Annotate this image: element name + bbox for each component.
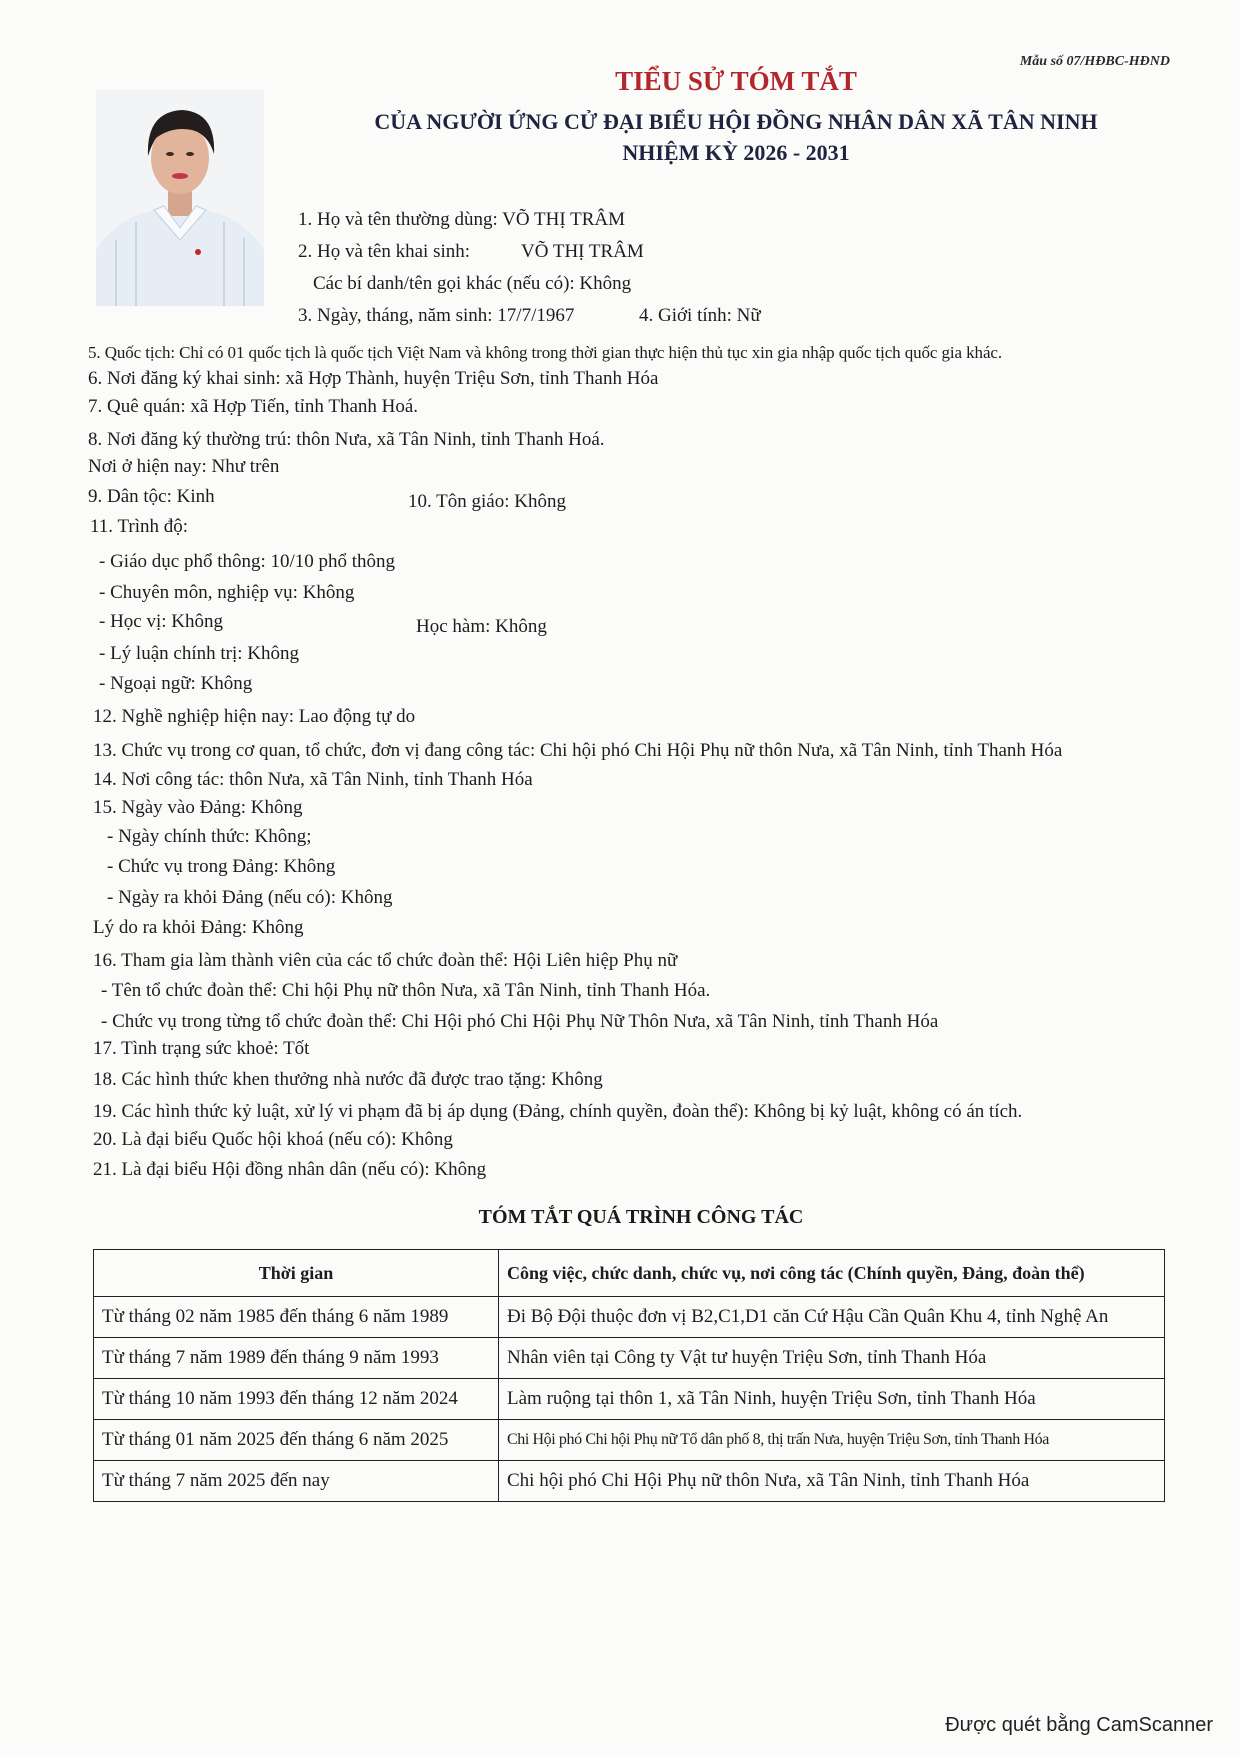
academic-title: Học hàm: Không	[416, 616, 547, 637]
table-row	[94, 1420, 1165, 1461]
job-cell: Chi hội phó Chi Hội Phụ nữ thôn Nưa, xã Tân Ninh, tỉnh Thanh Hóa	[499, 1461, 1165, 1502]
hometown: 7. Quê quán: xã Hợp Tiến, tỉnh Thanh Hoá.	[88, 396, 419, 417]
occupation: 12. Nghề nghiệp hiện nay: Lao động tự do	[93, 706, 416, 727]
scanner-watermark: Được quét bằng CamScanner	[945, 1714, 1213, 1736]
job-cell: Nhân viên tại Công ty Vật tư huyện Triệu Sơn, tỉnh Thanh Hóa	[499, 1338, 1165, 1379]
time-cell: Từ tháng 7 năm 1989 đến tháng 9 năm 1993	[94, 1338, 499, 1379]
work-history-table	[93, 1249, 1165, 1502]
gender: 4. Giới tính: Nữ	[639, 305, 761, 326]
birth-registration: 6. Nơi đăng ký khai sinh: xã Hợp Thành, huyện Triệu Sơn, tỉnh Thanh Hóa	[88, 368, 659, 389]
table-row	[94, 1461, 1165, 1502]
profession: - Chuyên môn, nghiệp vụ: Không	[99, 582, 355, 603]
time-cell: Từ tháng 7 năm 2025 đến nay	[94, 1461, 499, 1502]
table-header-row	[94, 1250, 1165, 1297]
health: 17. Tình trạng sức khoẻ: Tốt	[93, 1038, 310, 1059]
portrait-photo	[96, 90, 264, 306]
degree: - Học vị: Không	[99, 611, 224, 632]
permanent-residence: 8. Nơi đăng ký thường trú: thôn Nưa, xã Tân Ninh, tỉnh Thanh Hoá.	[88, 429, 605, 450]
organization-position: - Chức vụ trong từng tổ chức đoàn thể: Chi Hội phó Chi Hội Phụ Nữ Thôn Nưa, xã Tân Ninh, tỉnh Thanh Hóa	[101, 1011, 939, 1032]
birth-name-value: VÕ THỊ TRÂM	[521, 241, 644, 262]
document-subtitle: CỦA NGƯỜI ỨNG CỬ ĐẠI BIỂU HỘI ĐỒNG NHÂN DÂN XÃ TÂN NINH	[374, 109, 1098, 134]
common-name: 1. Họ và tên thường dùng: VÕ THỊ TRÂM	[298, 209, 625, 230]
document-term: NHIỆM KỲ 2026 - 2031	[622, 140, 850, 165]
party-official: - Ngày chính thức: Không;	[107, 826, 312, 847]
nationality: 5. Quốc tịch: Chỉ có 01 quốc tịch là quốc tịch Việt Nam và không trong thời gian thực hiện thủ tục xin gia nhập quốc tịch quốc gia khác.	[88, 343, 1002, 362]
peoples-council: 21. Là đại biểu Hội đồng nhân dân (nếu có): Không	[93, 1159, 487, 1180]
workplace: 14. Nơi công tác: thôn Nưa, xã Tân Ninh, tỉnh Thanh Hóa	[93, 769, 533, 790]
party-leave-reason: Lý do ra khỏi Đảng: Không	[93, 917, 304, 938]
ethnicity: 9. Dân tộc: Kinh	[88, 486, 215, 507]
time-cell: Từ tháng 02 năm 1985 đến tháng 6 năm 1989	[94, 1297, 499, 1338]
job-cell: Làm ruộng tại thôn 1, xã Tân Ninh, huyện Triệu Sơn, tỉnh Thanh Hóa	[499, 1379, 1165, 1420]
organization-name: - Tên tổ chức đoàn thể: Chi hội Phụ nữ thôn Nưa, xã Tân Ninh, tỉnh Thanh Hóa.	[101, 980, 711, 1001]
discipline: 19. Các hình thức kỷ luật, xử lý vi phạm đã bị áp dụng (Đảng, chính quyền, đoàn thể): Không bị kỷ luật, không có án tích.	[93, 1101, 1023, 1122]
column-header-job: Công việc, chức danh, chức vụ, nơi công tác (Chính quyền, Đảng, đoàn thể)	[499, 1250, 1165, 1297]
column-header-time: Thời gian	[94, 1250, 499, 1297]
time-cell: Từ tháng 10 năm 1993 đến tháng 12 năm 2024	[94, 1379, 499, 1420]
table-row	[94, 1297, 1165, 1338]
birth-name-label: 2. Họ và tên khai sinh:	[298, 241, 471, 262]
foreign-language: - Ngoại ngữ: Không	[99, 673, 253, 694]
position: 13. Chức vụ trong cơ quan, tổ chức, đơn vị đang công tác: Chi hội phó Chi Hội Phụ nữ thôn Nưa, xã Tân Ninh, tỉnh Thanh Hóa	[93, 740, 1063, 761]
awards: 18. Các hình thức khen thưởng nhà nước đã được trao tặng: Không	[93, 1069, 603, 1090]
time-cell: Từ tháng 01 năm 2025 đến tháng 6 năm 2025	[94, 1420, 499, 1461]
table-row	[94, 1338, 1165, 1379]
party-position: - Chức vụ trong Đảng: Không	[107, 856, 336, 877]
general-education: - Giáo dục phổ thông: 10/10 phổ thông	[99, 551, 396, 572]
religion: 10. Tôn giáo: Không	[408, 491, 566, 512]
aliases: Các bí danh/tên gọi khác (nếu có): Không	[313, 273, 632, 294]
table-row	[94, 1379, 1165, 1420]
national-assembly: 20. Là đại biểu Quốc hội khoá (nếu có): Không	[93, 1129, 453, 1150]
document-title: TIỂU SỬ TÓM TẮT	[615, 66, 857, 96]
organizations: 16. Tham gia làm thành viên của các tổ chức đoàn thể: Hội Liên hiệp Phụ nữ	[93, 950, 678, 971]
job-cell: Đi Bộ Đội thuộc đơn vị B2,C1,D1 căn Cứ Hậu Cần Quân Khu 4, tỉnh Nghệ An	[499, 1297, 1165, 1338]
form-code: Mẫu số 07/HĐBC-HĐND	[1019, 54, 1170, 69]
party-leave: - Ngày ra khỏi Đảng (nếu có): Không	[107, 887, 393, 908]
political-theory: - Lý luận chính trị: Không	[99, 643, 299, 664]
party-join: 15. Ngày vào Đảng: Không	[93, 797, 303, 818]
work-history-title: TÓM TẮT QUÁ TRÌNH CÔNG TÁC	[478, 1206, 804, 1228]
education-heading: 11. Trình độ:	[90, 516, 189, 537]
job-cell: Chi Hội phó Chi hội Phụ nữ Tổ dân phố 8, thị trấn Nưa, huyện Triệu Sơn, tỉnh Thanh Hóa	[499, 1420, 1165, 1461]
date-of-birth: 3. Ngày, tháng, năm sinh: 17/7/1967	[298, 305, 575, 326]
current-residence: Nơi ở hiện nay: Như trên	[88, 456, 280, 477]
